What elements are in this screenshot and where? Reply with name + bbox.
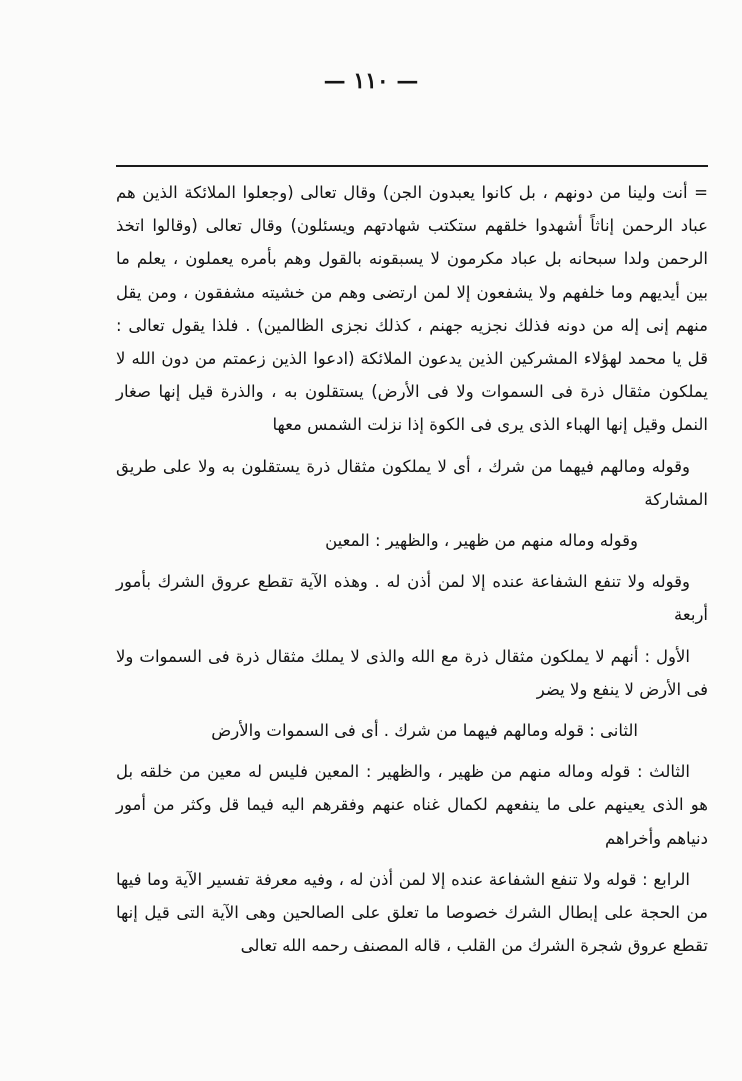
page-body — [116, 176, 708, 970]
paragraph-third-point: الثالث : قوله وماله منهم من ظهير ، والظهير : المعين فليس له معين من خلقه بل هو الذى يعينهم على ما ينفعهم لكمال غناه عنهم وفقرهم اليه فيما قل وكثر من أمور دنياهم وأخراهم — [116, 762, 708, 848]
page-number: — ١١٠ — — [323, 68, 419, 94]
paragraph-no-partnership: وقوله ومالهم فيهما من شرك ، أى لا يملكون مثقال ذرة يستقلون به ولا على طريق المشاركة — [116, 456, 708, 509]
paragraph-quran-citations: = أنت ولينا من دونهم ، بل كانوا يعبدون الجن) وقال تعالى (وجعلوا الملائكة الذين هم عباد الرحمن إناثاً أشهدوا خلقهم ستكتب شهادتهم ويسئلون) وقال تعالى (وقالوا اتخذ الرحمن ولدا سبحانه بل عباد مكرمون لا يسبقونه بالقول وهم بأمره يعملون ، يعلم ما بين أيديهم وما خلفهم ولا يشفعون إلا لمن ارتضى وهم من خشيته مشفقون ، ومن يقل منهم إنى إله من دونه فذلك نجزيه جهنم ، كذلك نجزى الظالمين) . فلذا يقول تعالى : قل يا محمد لهؤلاء المشركين الذين يدعون الملائكة (ادعوا الذين زعمتم من دون الله لا يملكون مثقال ذرة فى السموات ولا فى الأرض) يستقلون به ، والذرة قيل إنها صغار النمل وقيل إنها الهباء الذى يرى فى الكوة إذا نزلت الشمس معها — [116, 183, 708, 435]
paragraph-intercession: وقوله ولا تنفع الشفاعة عنده إلا لمن أذن له . وهذه الآية تقطع عروق الشرك بأمور أربعة — [116, 572, 708, 625]
paragraph-second-point: الثانى : قوله ومالهم فيهما من شرك . أى فى السموات والأرض — [211, 721, 638, 741]
paragraph-fourth-point: الرابع : قوله ولا تنفع الشفاعة عنده إلا لمن أذن له ، وفيه معرفة تفسير الآية وما فيها من الحجة على إبطال الشرك خصوصا ما تعلق على الصالحين وهى الآية التى قيل إنها تقطع عروق شجرة الشرك من القلب ، قاله المصنف رحمه الله تعالى — [116, 869, 708, 956]
header-rule — [116, 165, 708, 167]
paragraph-first-point: الأول : أنهم لا يملكون مثقال ذرة مع الله والذى لا يملك مثقال ذرة فى السموات ولا فى الأرض لا ينفع ولا يضر — [116, 646, 708, 699]
paragraph-no-helper: وقوله وماله منهم من ظهير ، والظهير : المعين — [325, 531, 638, 551]
